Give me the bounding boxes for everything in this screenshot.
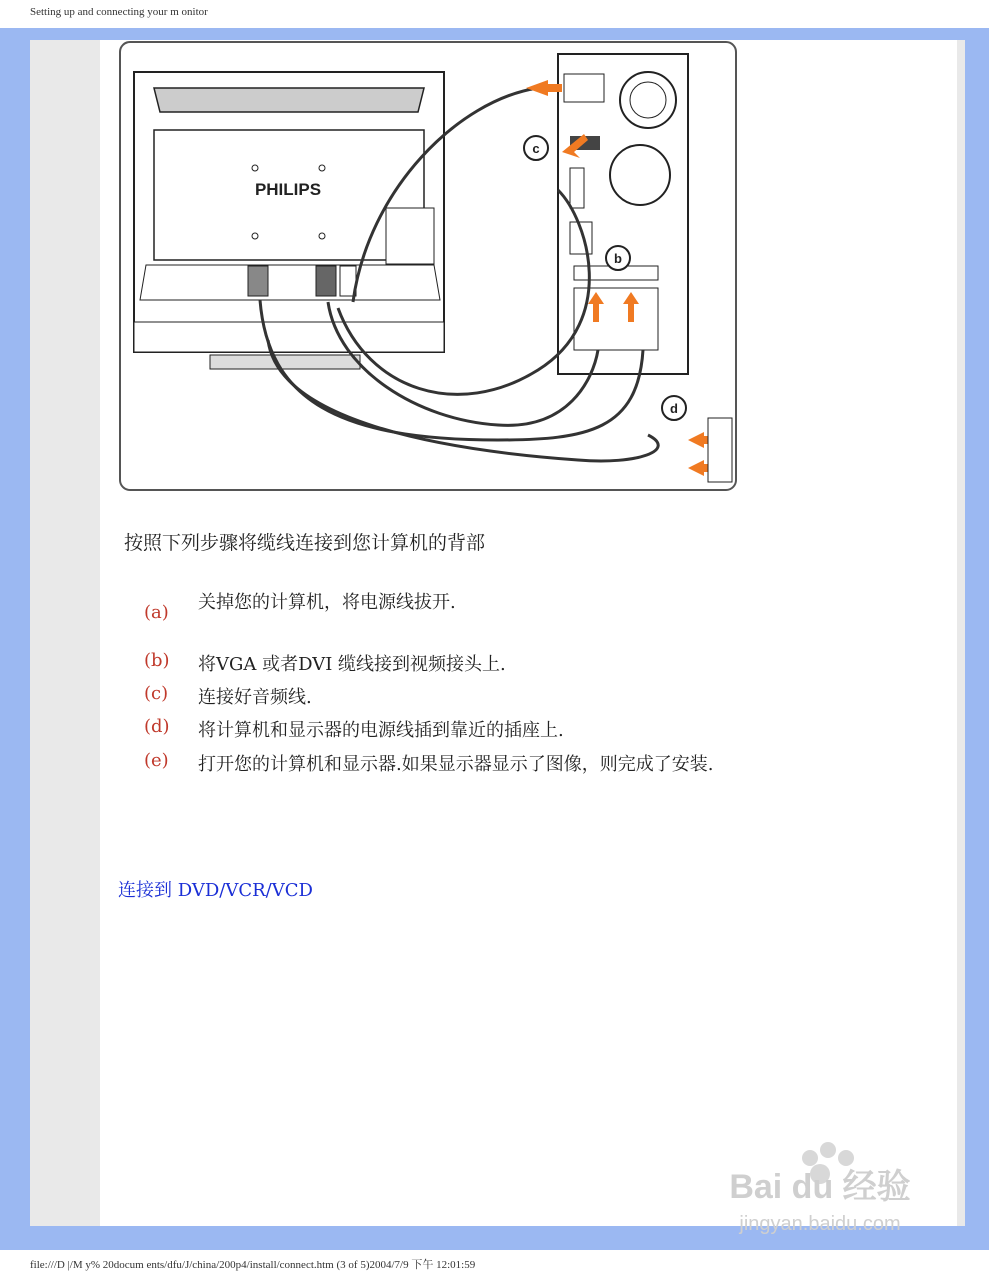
baidu-watermark — [700, 1130, 940, 1240]
step-label-d: (d) — [144, 716, 170, 737]
brand-label: PHILIPS — [254, 180, 322, 199]
step-label-e: (e) — [144, 750, 169, 771]
svg-text:d: d — [670, 401, 678, 416]
callout-b — [606, 246, 630, 270]
step-text-d: 将计算机和显示器的电源线插到靠近的插座上. — [198, 720, 564, 741]
watermark-url: jingyan.baidu.com — [739, 1213, 901, 1235]
watermark-brand: Bai du 经验 — [729, 1168, 911, 1206]
svg-text:b: b — [614, 251, 622, 266]
intro-text: 按照下列步骤将缆线连接到您计算机的背部 — [124, 532, 486, 554]
dvd-vcr-vcd-link[interactable]: 连接到 DVD/VCR/VCD — [118, 880, 313, 901]
connection-diagram — [118, 40, 738, 492]
callout-c — [524, 136, 548, 160]
monitor-back — [134, 72, 444, 369]
right-strip — [957, 40, 965, 1226]
left-gutter — [30, 40, 100, 1226]
step-label-b: (b) — [144, 650, 170, 671]
step-text-b: 将VGA 或者DVI 缆线接到视频接头上. — [198, 654, 506, 675]
step-label-c: (c) — [144, 683, 169, 704]
step-text-e: 打开您的计算机和显示器.如果显示器显示了图像，则完成了安装. — [198, 754, 714, 775]
wall-outlet — [708, 418, 732, 482]
print-footer: file:///D |/M y% 20docum ents/dfu/J/china/200p4/install/connect.htm (3 of 5)2004/7/9 下午 12:01:59 — [30, 1259, 476, 1271]
step-label-a: (a) — [144, 602, 169, 623]
step-text-a: 关掉您的计算机，将电源线拔开. — [198, 592, 456, 613]
step-text-c: 连接好音频线. — [198, 687, 312, 708]
svg-text:c: c — [532, 141, 540, 156]
callout-d — [662, 396, 686, 420]
print-header: Setting up and connecting your m onitor — [30, 6, 208, 18]
content-area — [100, 40, 957, 1226]
